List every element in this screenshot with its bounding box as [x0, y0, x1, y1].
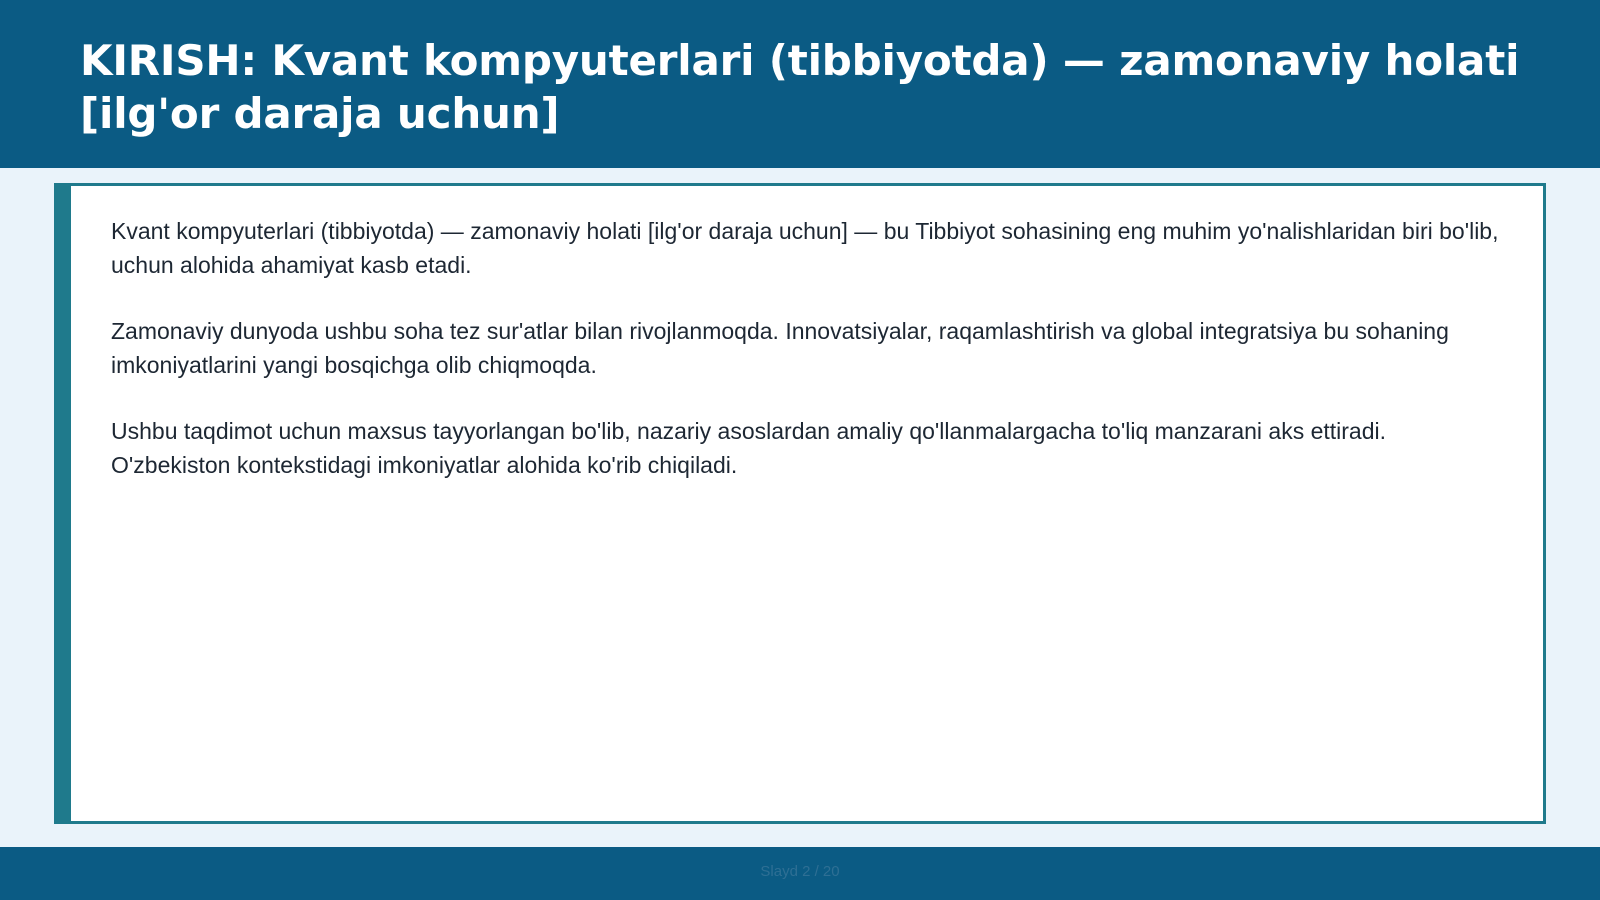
paragraph-intro: Kvant kompyuterlari (tibbiyotda) — zamonaviy holati [ilg'or daraja uchun] — bu Tibbiyot sohasining eng muhim yo'nalishlaridan biri bo'lib, uchun alohida ahamiyat kasb etadi. [111, 218, 1499, 278]
content-panel [54, 183, 1546, 824]
paragraph-presentation-scope: Ushbu taqdimot uchun maxsus tayyorlangan bo'lib, nazariy asoslardan amaliy qo'llanmalargacha to'liq manzarani aks ettiradi. O'zbekiston kontekstidagi imkoniyatlar alohida ko'rib chiqiladi. [111, 418, 1387, 478]
slide-footer [0, 847, 1600, 900]
slide-header [0, 0, 1600, 168]
slide-number: Slayd 2 / 20 [760, 863, 840, 880]
paragraph-modern-world: Zamonaviy dunyoda ushbu soha tez sur'atlar bilan rivojlanmoqda. Innovatsiyalar, raqamlashtirish va global integratsiya bu sohaning imkoniyatlarini yangi bosqichga olib chiqmoqda. [111, 318, 1449, 378]
slide-title: KIRISH: Kvant kompyuterlari (tibbiyotda) — zamonaviy holati [ilg'or daraja uchun] [80, 36, 1520, 138]
